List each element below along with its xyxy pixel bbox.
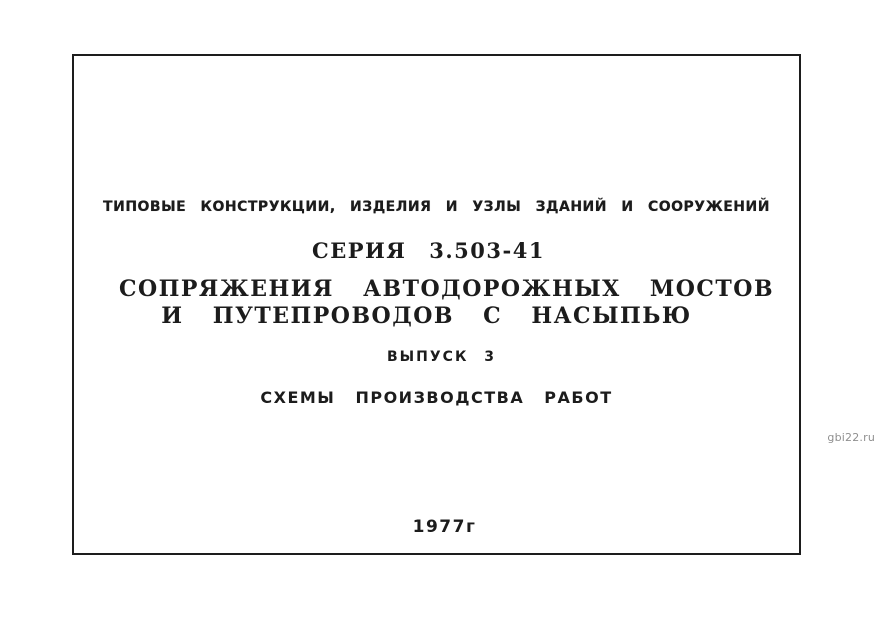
publication-year: 1977г <box>412 517 477 537</box>
document-category-heading: ТИПОВЫЕ КОНСТРУКЦИИ, ИЗДЕЛИЯ И УЗЛЫ ЗДАНИЙ И СООРУЖЕНИЙ <box>103 199 770 215</box>
series-number-heading: СЕРИЯ 3.503-41 <box>312 238 545 263</box>
main-title-line-2: И ПУТЕПРОВОДОВ С НАСЫПЬЮ <box>161 303 692 329</box>
subtitle-heading: СХЕМЫ ПРОИЗВОДСТВА РАБОТ <box>260 388 613 407</box>
main-title-line-1: СОПРЯЖЕНИЯ АВТОДОРОЖНЫХ МОСТОВ <box>118 276 775 302</box>
issue-number-label: ВЫПУСК 3 <box>386 349 497 365</box>
site-watermark: gbi22.ru <box>827 431 875 444</box>
